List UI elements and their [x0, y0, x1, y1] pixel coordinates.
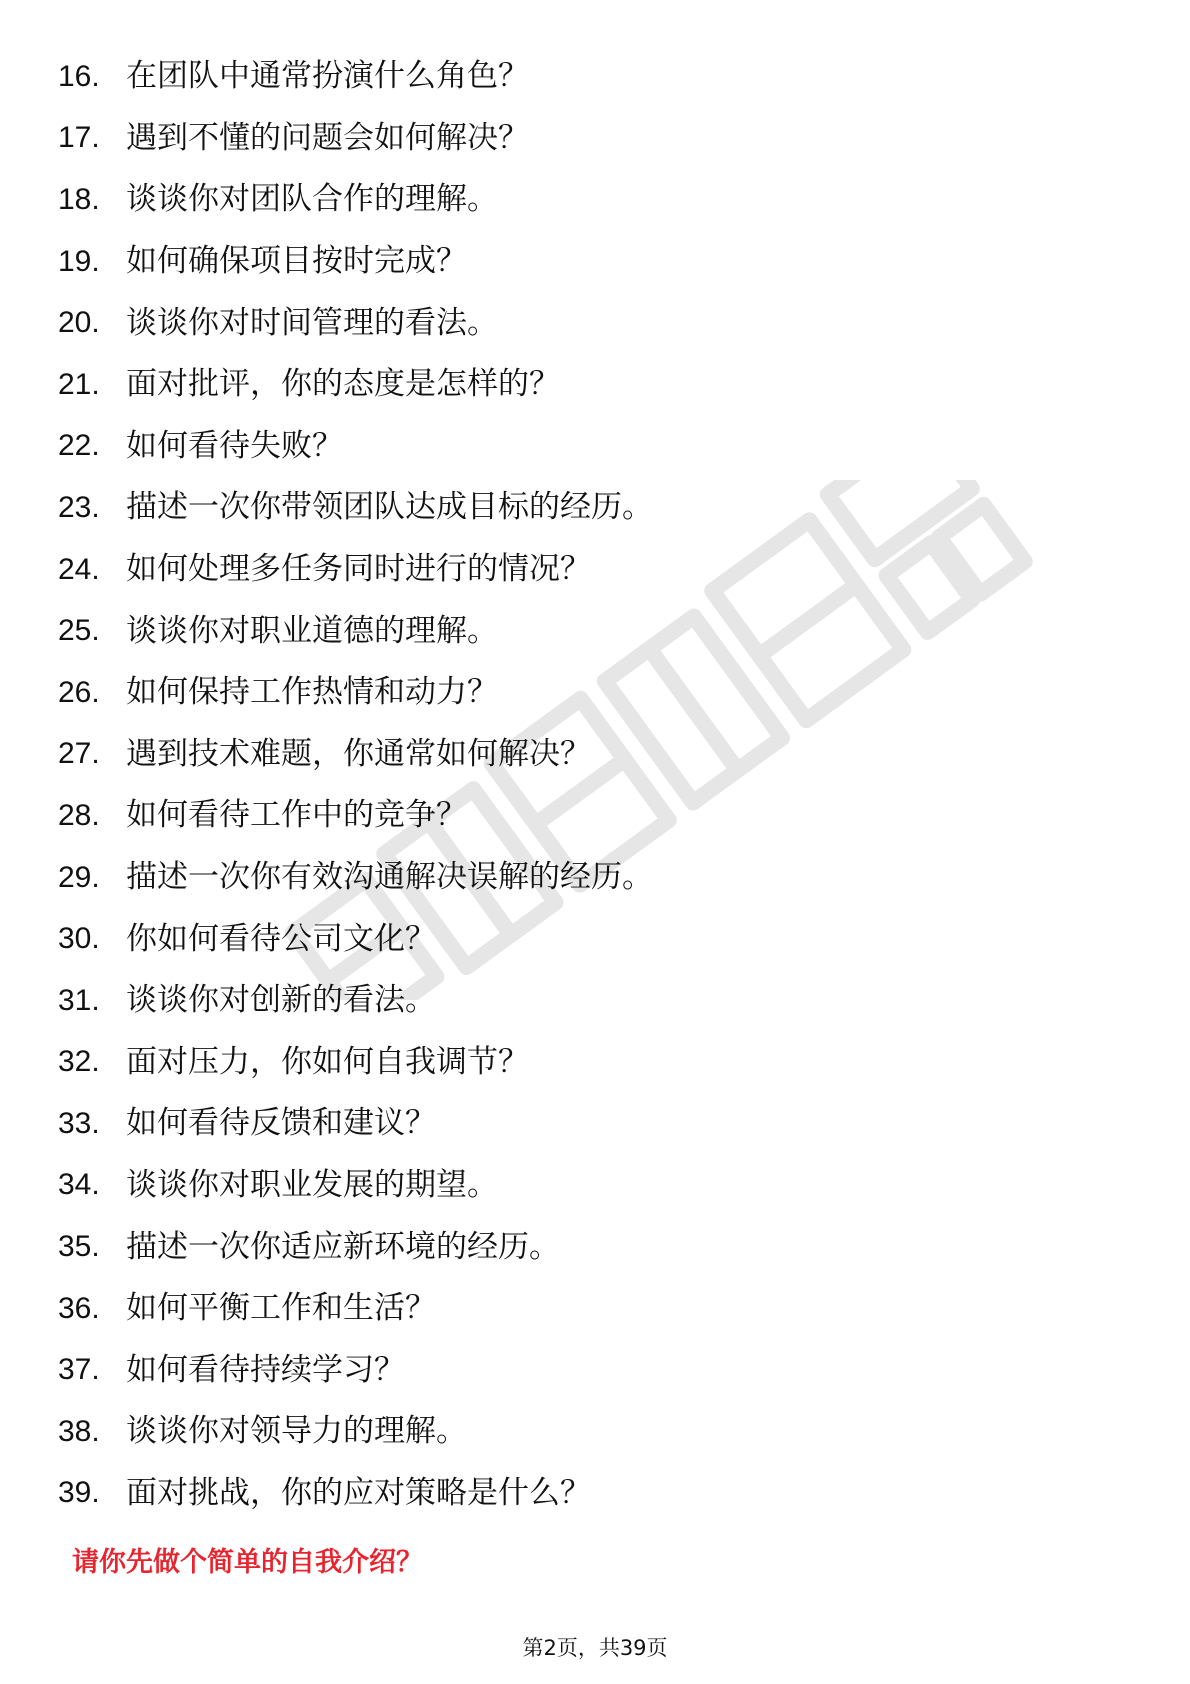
question-number: 31.	[58, 983, 100, 1017]
list-item	[58, 1401, 653, 1463]
list-item	[58, 785, 653, 847]
list-item	[58, 662, 653, 724]
question-text: 谈谈你对职业道德的理解。	[126, 612, 498, 649]
question-text: 描述一次你适应新环境的经历。	[126, 1228, 560, 1265]
question-number: 20.	[58, 306, 100, 340]
question-text: 谈谈你对团队合作的理解。	[126, 181, 498, 218]
question-number: 24.	[58, 552, 100, 586]
page-footer: 第2页，共39页	[522, 1636, 668, 1660]
question-text: 遇到不懂的问题会如何解决？	[126, 119, 529, 156]
question-text: 如何平衡工作和生活？	[126, 1290, 436, 1327]
question-text: 谈谈你对职业发展的期望。	[126, 1166, 498, 1203]
question-text: 如何看待工作中的竞争？	[126, 797, 467, 834]
highlight-question: 请你先做个简单的自我介绍？	[72, 1547, 423, 1578]
question-number: 16.	[58, 59, 100, 93]
question-number: 29.	[58, 860, 100, 894]
question-number: 26.	[58, 675, 100, 709]
question-text: 如何确保项目按时完成？	[126, 243, 467, 280]
question-text: 谈谈你对时间管理的看法。	[126, 304, 498, 341]
question-text: 如何看待失败？	[126, 427, 343, 464]
list-item	[58, 847, 653, 909]
question-text: 面对挑战，你的应对策略是什么？	[126, 1474, 591, 1511]
question-text: 如何看待持续学习？	[126, 1351, 405, 1388]
question-text: 描述一次你带领团队达成目标的经历。	[126, 489, 653, 526]
list-item	[58, 970, 653, 1032]
question-text: 谈谈你对领导力的理解。	[126, 1413, 467, 1450]
question-number: 17.	[58, 121, 100, 155]
list-item	[58, 354, 653, 416]
question-number: 27.	[58, 737, 100, 771]
list-item	[58, 600, 653, 662]
question-text: 你如何看待公司文化？	[126, 920, 436, 957]
question-text: 面对压力，你如何自我调节？	[126, 1043, 529, 1080]
list-item	[58, 292, 653, 354]
question-text: 谈谈你对创新的看法。	[126, 982, 436, 1019]
question-number: 30.	[58, 922, 100, 956]
question-number: 22.	[58, 429, 100, 463]
question-number: 32.	[58, 1045, 100, 1079]
list-item	[58, 1093, 653, 1155]
question-number: 33.	[58, 1106, 100, 1140]
question-number: 21.	[58, 367, 100, 401]
question-number: 37.	[58, 1353, 100, 1387]
question-number: 34.	[58, 1168, 100, 1202]
list-item	[58, 231, 653, 293]
question-list	[58, 46, 653, 1524]
list-item	[58, 477, 653, 539]
question-text: 如何处理多任务同时进行的情况？	[126, 551, 591, 588]
list-item	[58, 416, 653, 478]
question-number: 28.	[58, 798, 100, 832]
list-item	[58, 1339, 653, 1401]
question-number: 25.	[58, 614, 100, 648]
question-number: 18.	[58, 182, 100, 216]
question-number: 23.	[58, 490, 100, 524]
question-number: 35.	[58, 1230, 100, 1264]
question-text: 在团队中通常扮演什么角色？	[126, 58, 529, 95]
list-item	[58, 1463, 653, 1525]
question-text: 如何保持工作热情和动力？	[126, 674, 498, 711]
list-item	[58, 169, 653, 231]
question-number: 19.	[58, 244, 100, 278]
list-item	[58, 1278, 653, 1340]
question-number: 38.	[58, 1414, 100, 1448]
list-item	[58, 539, 653, 601]
list-item	[58, 908, 653, 970]
question-text: 如何看待反馈和建议？	[126, 1105, 436, 1142]
question-text: 面对批评，你的态度是怎样的？	[126, 366, 560, 403]
question-number: 36.	[58, 1291, 100, 1325]
list-item	[58, 724, 653, 786]
list-item	[58, 46, 653, 108]
question-text: 遇到技术难题，你通常如何解决？	[126, 735, 591, 772]
question-text: 描述一次你有效沟通解决误解的经历。	[126, 859, 653, 896]
list-item	[58, 108, 653, 170]
list-item	[58, 1155, 653, 1217]
question-number: 39.	[58, 1476, 100, 1510]
list-item	[58, 1032, 653, 1094]
list-item	[58, 1216, 653, 1278]
